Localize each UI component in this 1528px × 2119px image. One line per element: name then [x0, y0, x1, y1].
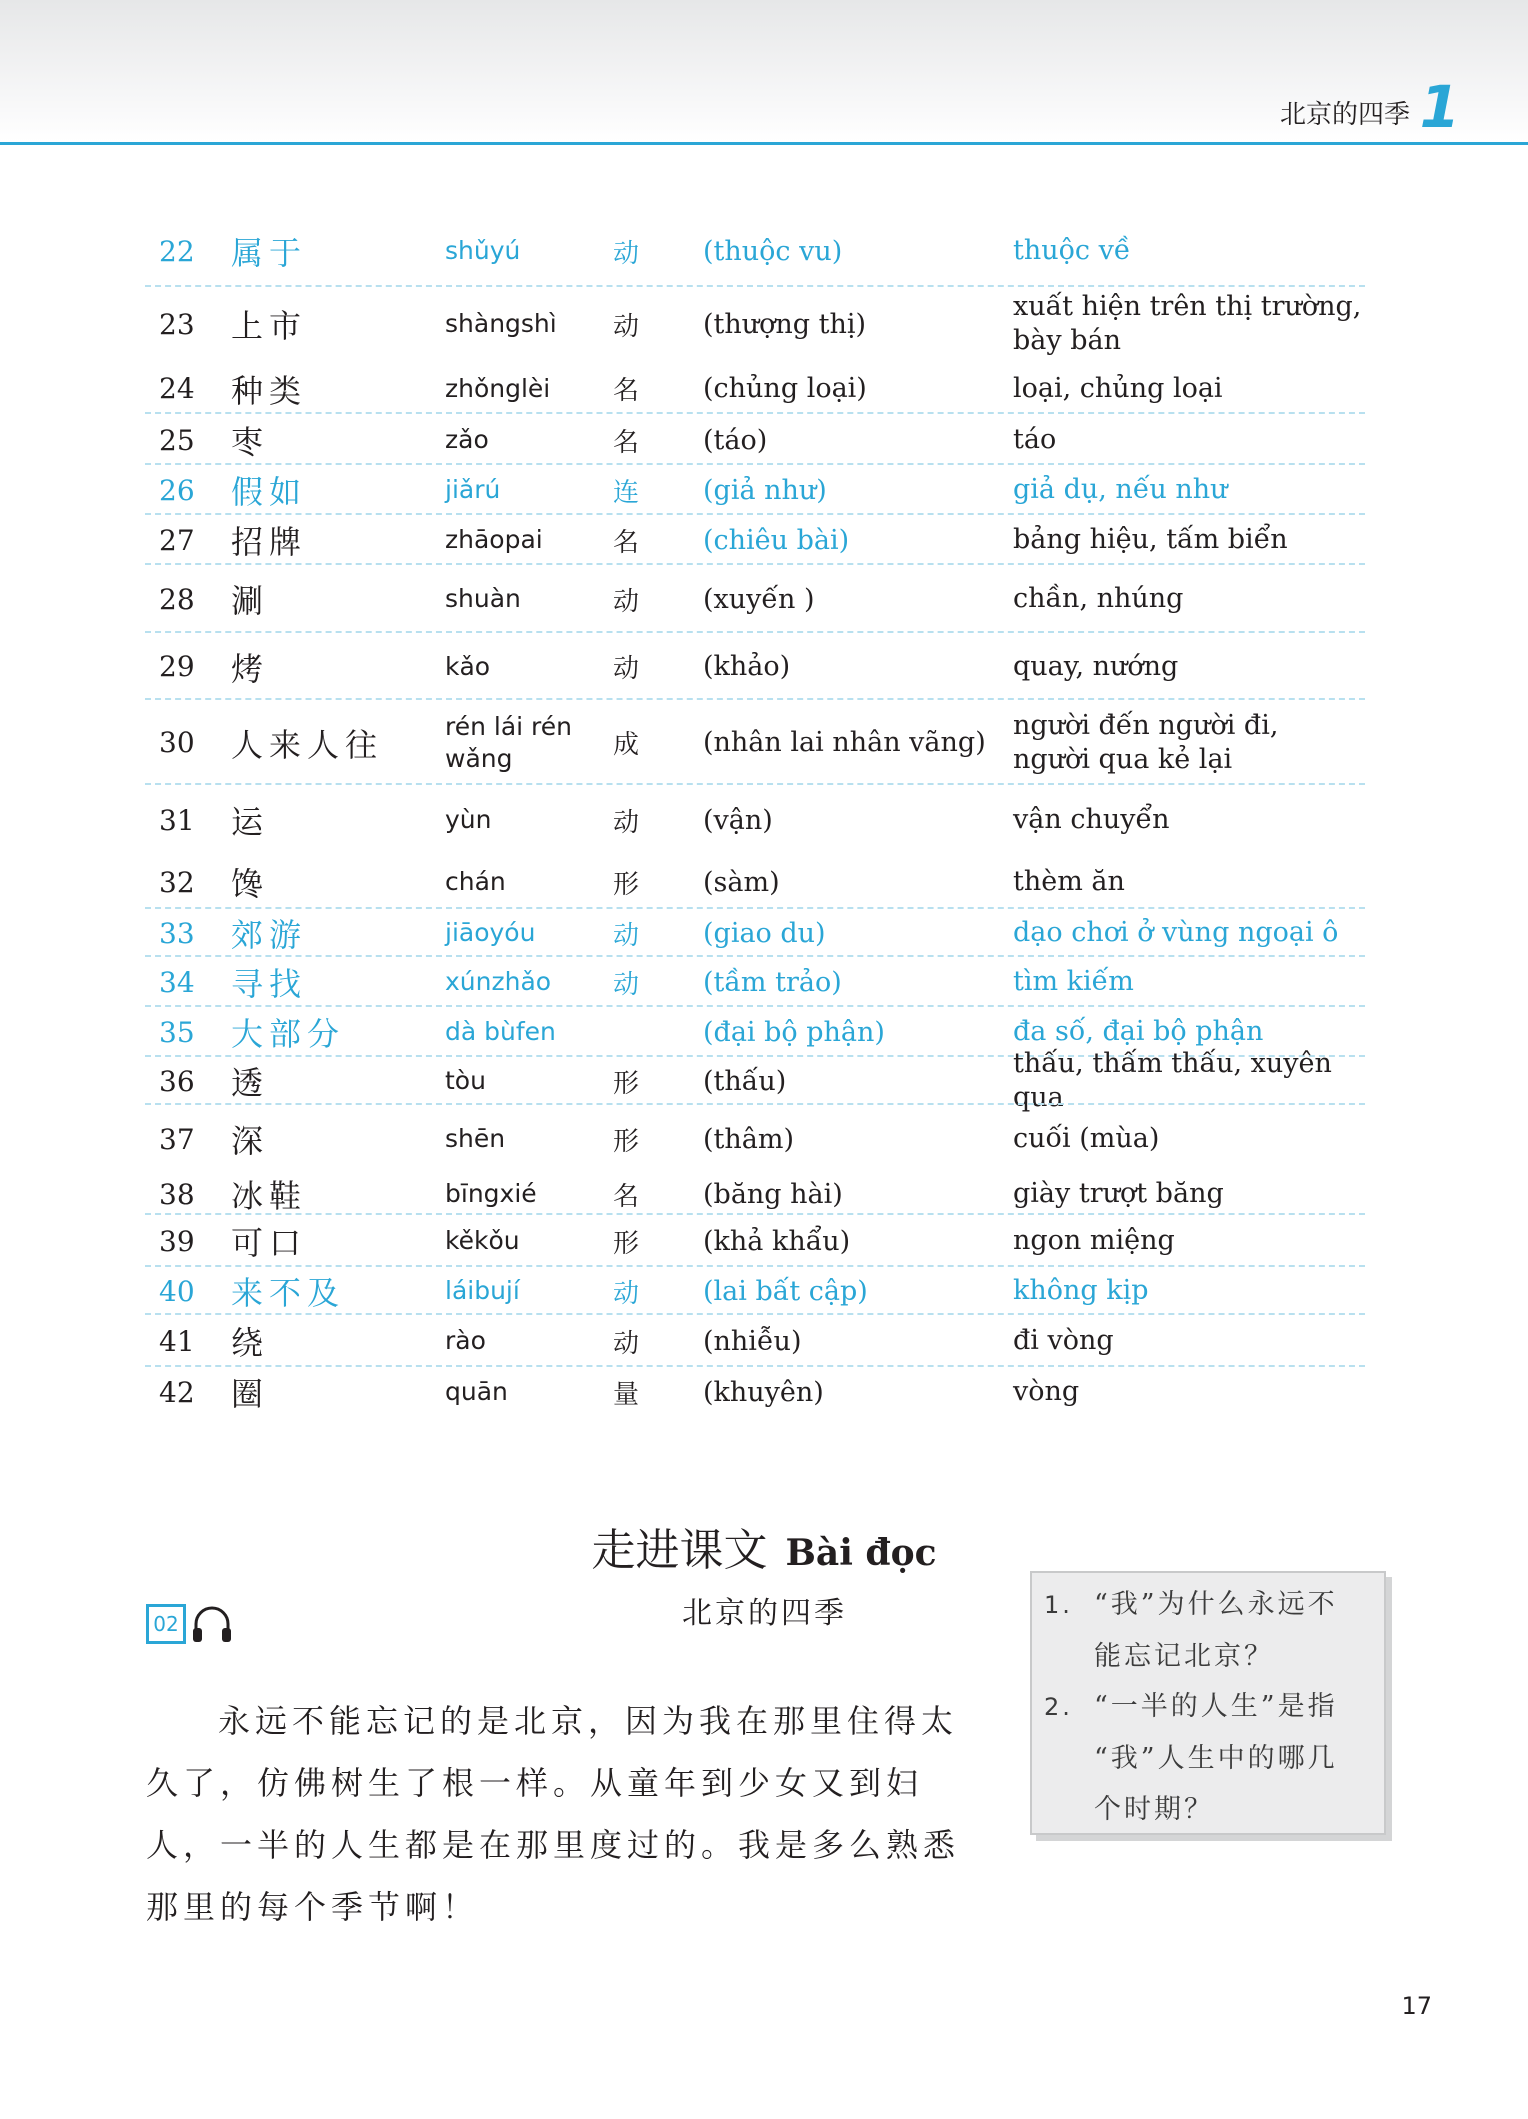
vocab-pinyin: tòu [445, 1066, 486, 1095]
vocab-han-viet: (khảo) [703, 651, 791, 682]
vocab-meaning: thuộc về [1013, 235, 1131, 266]
vocab-hanzi: 涮 [231, 582, 270, 620]
vocab-hanzi: 可口 [231, 1224, 308, 1262]
vocab-pos: 动 [613, 586, 640, 617]
vocab-number: 22 [159, 234, 195, 268]
vocab-meaning: vòng [1013, 1376, 1080, 1407]
vocab-pinyin: dà bùfen [445, 1017, 556, 1046]
vocab-han-viet: (khả khẩu) [703, 1225, 851, 1257]
vocab-han-viet: (tầm trảo) [703, 966, 842, 998]
question-text: “我”为什么永远不 [1094, 1589, 1338, 1620]
vocab-hanzi: 上市 [231, 307, 308, 345]
vocab-pinyin: shuàn [445, 584, 521, 613]
vocab-hanzi: 属于 [231, 234, 308, 272]
vocab-number: 31 [159, 803, 195, 837]
vocab-pos: 动 [613, 1328, 640, 1359]
vocab-han-viet: (nhiễu) [703, 1325, 802, 1357]
lesson-heading-zh: 走进课文 [591, 1525, 768, 1576]
question-text: “一半的人生”是指 [1094, 1691, 1338, 1722]
vocab-pos: 动 [613, 1278, 640, 1309]
vocab-number: 34 [159, 965, 195, 999]
vocab-pos: 动 [613, 920, 640, 951]
page-number: 17 [1401, 1992, 1432, 2020]
vocab-row [145, 785, 1365, 855]
vocab-meaning: thèm ăn [1013, 866, 1125, 897]
vocab-meaning: đa số, đại bộ phận [1013, 1016, 1264, 1047]
vocab-pos: 连 [613, 477, 640, 508]
vocab-hanzi: 招牌 [231, 523, 308, 561]
vocab-number: 41 [159, 1324, 195, 1358]
vocab-han-viet: (khuyên) [703, 1376, 824, 1408]
vocab-meaning: vận chuyển [1013, 804, 1170, 835]
vocab-pinyin: shǔyú [445, 236, 521, 265]
vocab-pinyin: shēn [445, 1124, 506, 1153]
vocab-han-viet: (chiêu bài) [703, 524, 850, 556]
question-number: 2. [1044, 1693, 1073, 1721]
question-text: “我”人生中的哪几 [1094, 1743, 1338, 1774]
track-number: 02 [146, 1604, 186, 1644]
vocab-han-viet: (giả như) [703, 474, 827, 506]
vocab-pos: 名 [613, 1181, 640, 1212]
vocab-row [145, 465, 1365, 515]
vocab-row [145, 957, 1365, 1007]
vocab-pinyin: kěkǒu [445, 1226, 520, 1255]
vocab-number: 42 [159, 1375, 195, 1409]
passage-text: 永远不能忘记的是北京，因为我在那里住得太久了，仿佛树生了根一样。从童年到少女又到妇人，一半的人生都是在那里度过的。我是多么熟悉那里的每个季节啊！ [146, 1702, 961, 1926]
vocab-row [145, 565, 1365, 633]
question-box [1030, 1571, 1386, 1835]
vocab-hanzi: 深 [231, 1122, 270, 1160]
audio-track[interactable] [146, 1604, 234, 1644]
vocab-pos: 形 [613, 869, 640, 900]
vocab-number: 33 [159, 916, 195, 950]
vocab-hanzi: 大部分 [231, 1015, 346, 1053]
vocab-hanzi: 寻找 [231, 965, 308, 1003]
vocab-pinyin: láibují [445, 1276, 520, 1305]
vocab-number: 29 [159, 650, 195, 683]
vocab-number: 36 [159, 1064, 195, 1098]
vocab-pinyin: zǎo [445, 425, 489, 454]
chapter-number: 1 [1419, 73, 1460, 141]
lesson-heading [0, 1514, 1528, 1578]
vocab-pinyin: yùn [445, 805, 492, 834]
vocab-hanzi: 运 [231, 803, 270, 841]
vocab-pinyin: xúnzhǎo [445, 967, 552, 996]
vocab-meaning: giả dụ, nếu như [1013, 474, 1228, 505]
question-item [1044, 1579, 1338, 1682]
question-number: 1. [1044, 1591, 1073, 1619]
vocab-pos: 动 [613, 807, 640, 838]
vocab-row [145, 1105, 1365, 1173]
vocab-hanzi: 种类 [231, 371, 308, 410]
vocab-number: 32 [159, 865, 195, 899]
vocab-meaning: xuất hiện trên thị trường, bày bán [1013, 291, 1362, 356]
vocab-hanzi: 枣 [231, 423, 270, 461]
vocab-pos: 形 [613, 1126, 640, 1157]
question-text: 个时期？ [1094, 1794, 1214, 1825]
vocab-number: 35 [159, 1015, 195, 1049]
vocab-pos: 动 [613, 311, 640, 342]
vocab-row [145, 633, 1365, 700]
vocab-pinyin: zhāopai [445, 525, 543, 554]
vocab-meaning: dạo chơi ở vùng ngoại ô [1013, 917, 1339, 948]
vocab-row [145, 1267, 1365, 1315]
vocab-pos: 动 [613, 969, 640, 1000]
chapter-title: 北京的四季 [1279, 100, 1410, 130]
vocab-pos: 量 [613, 1379, 640, 1410]
vocab-pinyin: jiāoyóu [445, 918, 536, 947]
vocab-han-viet: (xuyến ) [703, 583, 815, 615]
vocab-meaning: tìm kiếm [1013, 966, 1134, 997]
vocab-number: 38 [159, 1177, 195, 1211]
vocab-pos: 动 [613, 654, 640, 684]
vocab-hanzi: 绕 [231, 1324, 270, 1362]
vocab-pinyin: zhǒnglèi [445, 373, 551, 403]
vocab-pos: 名 [613, 376, 640, 406]
vocab-meaning: quay, nướng [1013, 650, 1179, 682]
question-item [1044, 1681, 1338, 1835]
vocab-number: 27 [159, 523, 195, 557]
vocab-hanzi: 郊游 [231, 916, 308, 954]
vocab-row [145, 909, 1365, 957]
vocab-hanzi: 冰鞋 [231, 1177, 308, 1215]
vocab-han-viet: (nhân lai nhân vãng) [703, 727, 986, 758]
vocab-row [145, 1367, 1365, 1417]
vocab-row [145, 1173, 1365, 1215]
vocab-number: 24 [159, 372, 195, 405]
vocab-row [145, 1215, 1365, 1267]
vocab-pos: 动 [613, 238, 640, 269]
vocab-pinyin: chán [445, 867, 506, 896]
vocab-pinyin: quān [445, 1377, 508, 1406]
vocab-han-viet: (chủng loại) [703, 373, 867, 404]
vocab-number: 30 [159, 726, 195, 759]
lesson-heading-vi: Bài đọc [785, 1532, 937, 1574]
vocab-pos: 名 [613, 527, 640, 558]
vocab-meaning: giày trượt băng [1013, 1178, 1224, 1209]
passage-title: 北京的四季 [682, 1596, 847, 1631]
vocab-meaning: đi vòng [1013, 1325, 1114, 1356]
vocab-pinyin: rén lái rén wǎng [445, 711, 573, 773]
vocab-number: 25 [159, 423, 195, 457]
vocab-meaning: không kịp [1013, 1275, 1149, 1306]
vocab-hanzi: 人来人往 [231, 725, 384, 764]
vocab-row [145, 1048, 1365, 1113]
vocab-hanzi: 透 [231, 1064, 270, 1102]
vocab-pos: 形 [613, 1228, 640, 1259]
vocab-number: 37 [159, 1122, 195, 1156]
vocab-row [145, 855, 1365, 909]
vocab-row [145, 515, 1365, 565]
vocab-pinyin: shàngshì [445, 309, 557, 338]
vocab-pos: 形 [613, 1068, 640, 1099]
vocab-hanzi: 馋 [231, 865, 270, 903]
vocab-han-viet: (thâm) [703, 1123, 795, 1155]
vocab-han-viet: (thượng thị) [703, 308, 867, 340]
vocab-han-viet: (đại bộ phận) [703, 1016, 885, 1048]
vocab-meaning: chần, nhúng [1013, 583, 1184, 614]
vocab-hanzi: 烤 [231, 649, 270, 688]
page-header [0, 0, 1528, 145]
vocab-hanzi: 假如 [231, 473, 308, 511]
vocab-han-viet: (lai bất cập) [703, 1275, 868, 1307]
vocab-row [145, 1315, 1365, 1367]
vocab-han-viet: (sàm) [703, 866, 780, 898]
vocab-meaning: táo [1013, 424, 1057, 455]
vocab-meaning: loại, chủng loại [1013, 372, 1223, 404]
vocab-pos: 名 [613, 427, 640, 458]
vocab-hanzi: 圈 [231, 1375, 270, 1413]
vocab-han-viet: (thấu) [703, 1065, 787, 1097]
vocab-han-viet: (giao du) [703, 917, 826, 949]
vocab-number: 28 [159, 582, 195, 616]
vocab-pinyin: jiǎrú [445, 475, 501, 504]
vocab-han-viet: (vận) [703, 804, 773, 836]
vocab-han-viet: (táo) [703, 424, 768, 456]
vocab-meaning: bảng hiệu, tấm biển [1013, 524, 1288, 555]
vocab-row [145, 363, 1365, 414]
vocab-number: 23 [159, 307, 195, 341]
vocab-number: 26 [159, 473, 195, 507]
vocab-row [145, 415, 1365, 465]
vocab-pos: 成 [613, 730, 640, 760]
vocab-pinyin: rào [445, 1326, 486, 1355]
question-text: 能忘记北京？ [1094, 1641, 1274, 1672]
vocab-meaning: cuối (mùa) [1013, 1123, 1160, 1154]
vocab-row [145, 215, 1365, 287]
vocab-number: 40 [159, 1274, 195, 1308]
vocab-han-viet: (thuộc vu) [703, 235, 843, 267]
vocab-meaning: thấu, thấm thấu, xuyên qua [1013, 1048, 1332, 1113]
vocab-meaning: ngon miệng [1013, 1225, 1175, 1256]
vocab-row [145, 700, 1365, 785]
headphones-icon[interactable] [190, 1604, 234, 1644]
vocab-han-viet: (băng hài) [703, 1178, 843, 1210]
vocab-hanzi: 来不及 [231, 1274, 346, 1312]
vocab-meaning: người đến người đi, người qua kẻ lại [1013, 709, 1279, 775]
vocab-pinyin: bīngxié [445, 1179, 537, 1208]
vocab-pinyin: kǎo [445, 651, 491, 681]
vocab-row [145, 292, 1365, 356]
vocab-number: 39 [159, 1224, 195, 1258]
